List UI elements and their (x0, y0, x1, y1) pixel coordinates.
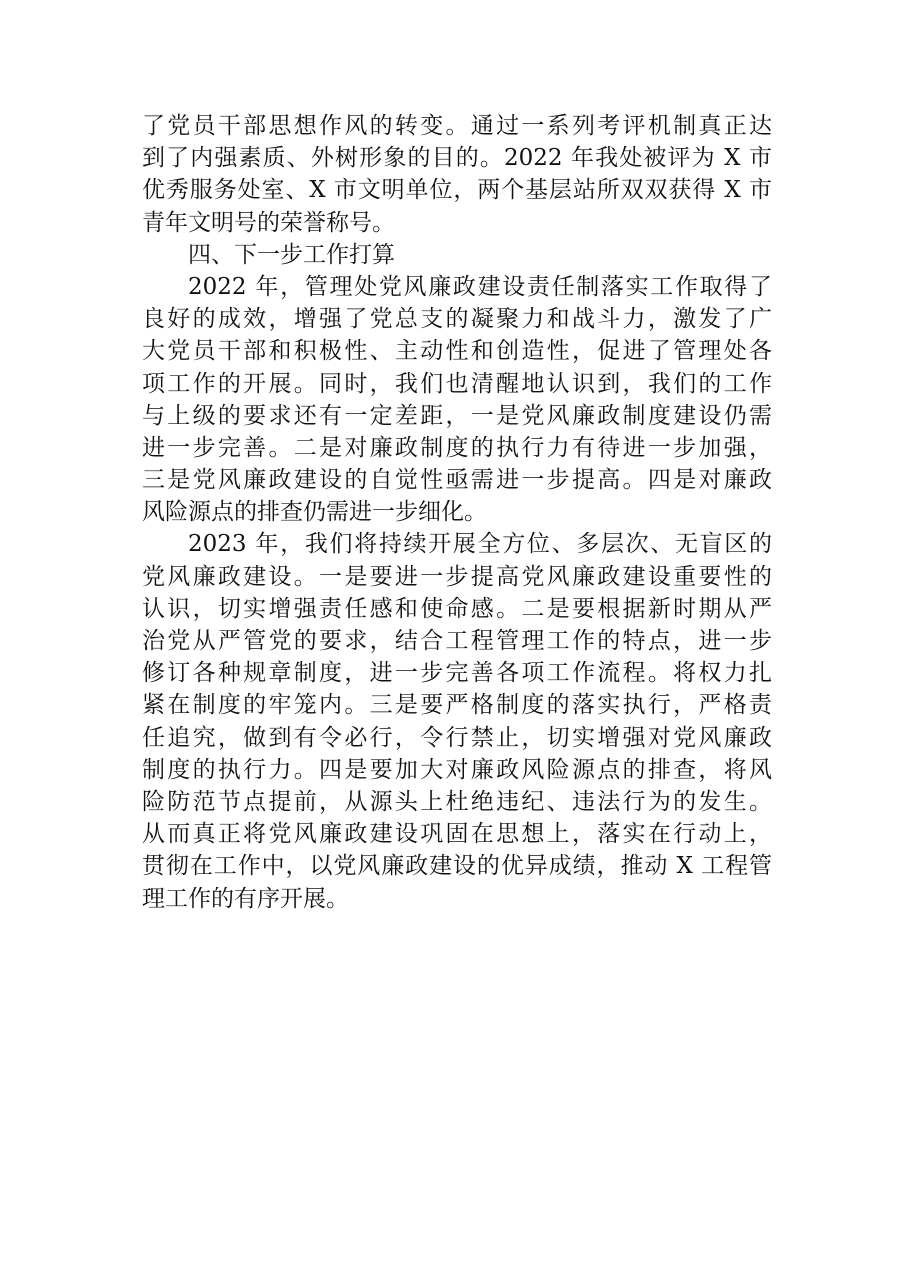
text-line: 修订各种规章制度，进一步完善各项工作流程。将权力扎 (142, 660, 772, 687)
text-line: 大党员干部和积极性、主动性和创造性，促进了管理处各 (142, 338, 772, 365)
text-line: 三是党风廉政建设的自觉性亟需进一步提高。四是对廉政 (142, 467, 772, 494)
text-line: 2022 年，管理处党风廉政建设责任制落实工作取得了 (188, 273, 772, 300)
text-line: 2023 年，我们将持续开展全方位、多层次、无盲区的 (188, 531, 772, 558)
text-line: 险防范节点提前，从源头上杜绝违纪、违法行为的发生。 (142, 788, 772, 815)
text-line: 从而真正将党风廉政建设巩固在思想上，落实在行动上， (142, 821, 772, 848)
document-body (142, 110, 772, 915)
section-heading: 四、下一步工作打算 (188, 241, 395, 268)
text-line: 认识，切实增强责任感和使命感。二是要根据新时期从严 (142, 595, 772, 622)
text-line: 贯彻在工作中，以党风廉政建设的优异成绩，推动 X 工程管 (142, 853, 772, 880)
text-line: 制度的执行力。四是要加大对廉政风险源点的排查，将风 (142, 756, 772, 783)
text-line: 项工作的开展。同时，我们也清醒地认识到，我们的工作 (142, 370, 772, 397)
text-line: 进一步完善。二是对廉政制度的执行力有待进一步加强， (142, 434, 772, 461)
text-line: 与上级的要求还有一定差距，一是党风廉政制度建设仍需 (142, 402, 772, 429)
text-line: 风险源点的排查仍需进一步细化。 (142, 499, 487, 526)
text-line: 紧在制度的牢笼内。三是要严格制度的落实执行，严格责 (142, 692, 772, 719)
text-line: 治党从严管党的要求，结合工程管理工作的特点，进一步 (142, 628, 772, 654)
text-line: 了党员干部思想作风的转变。通过一系列考评机制真正达 (142, 113, 772, 139)
text-line: 良好的成效，增强了党总支的凝聚力和战斗力，激发了广 (142, 306, 772, 333)
text-line: 到了内强素质、外树形象的目的。2022 年我处被评为 X 市 (142, 145, 772, 172)
text-line: 理工作的有序开展。 (142, 885, 349, 912)
text-line: 优秀服务处室、X 市文明单位，两个基层站所双双获得 X 市 (142, 177, 772, 204)
text-line: 党风廉政建设。一是要进一步提高党风廉政建设重要性的 (142, 563, 772, 590)
text-line: 青年文明号的荣誉称号。 (142, 209, 395, 236)
text-line: 任追究，做到有令必行，令行禁止，切实增强对党风廉政 (142, 724, 772, 751)
